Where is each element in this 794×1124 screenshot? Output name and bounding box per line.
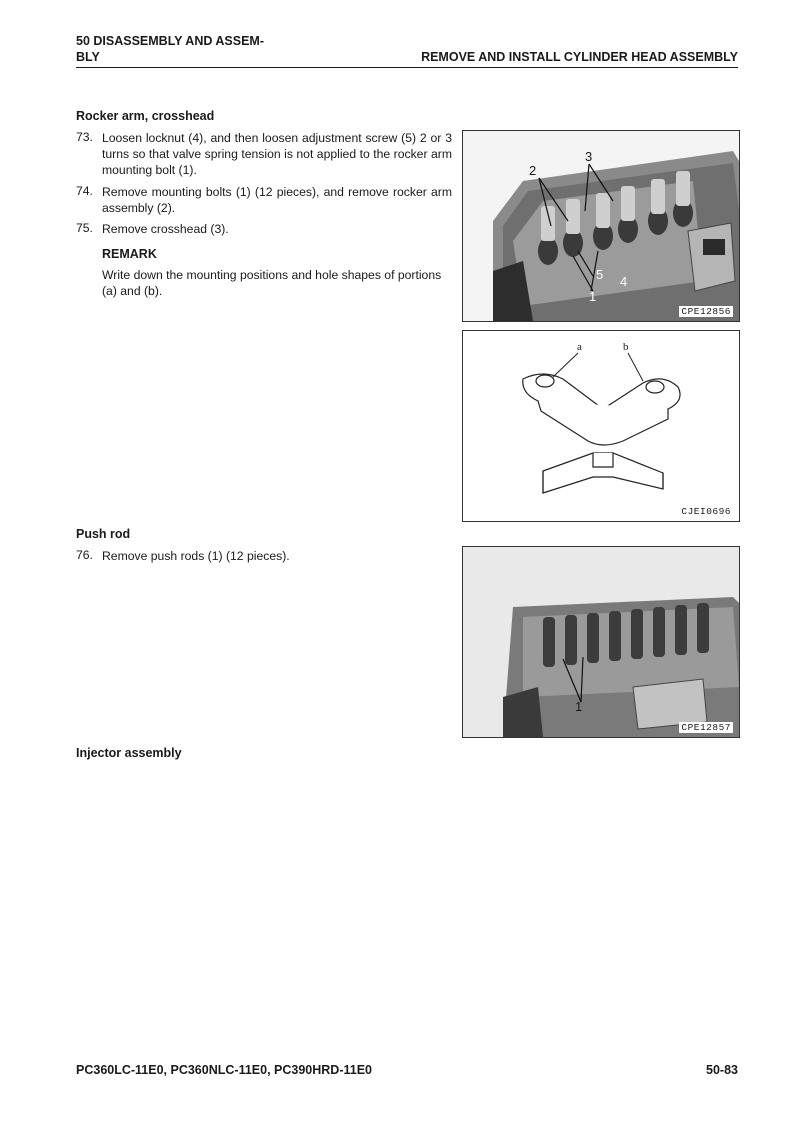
step-text: Remove crosshead (3). <box>102 222 229 236</box>
figure-rocker-photo <box>462 130 740 322</box>
step-76 <box>76 548 452 564</box>
step-number: 74. <box>76 184 93 198</box>
figure-code: CJEI0696 <box>681 506 731 517</box>
crosshead-illustration <box>463 331 739 521</box>
figure-code: CPE12857 <box>681 722 731 733</box>
chapter-title-line2: BLY <box>76 50 100 64</box>
page-number: 50-83 <box>706 1063 738 1077</box>
pushrod-photo-illustration <box>463 547 739 737</box>
step-74 <box>76 184 452 216</box>
figure-crosshead-drawing <box>462 330 740 522</box>
step-text: Remove push rods (1) (12 pieces). <box>102 549 290 563</box>
footer-models: PC360LC-11E0, PC360NLC-11E0, PC390HRD-11E0 <box>76 1063 372 1077</box>
figure-pushrod-photo <box>462 546 740 738</box>
step-text: Loosen locknut (4), and then loosen adjustment screw (5) 2 or 3 turns so that valve spring tension is not applied to the rocker arm mounting bolt (1). <box>102 131 452 177</box>
rocker-photo-illustration <box>463 131 739 321</box>
section-title-injector: Injector assembly <box>76 746 182 760</box>
step-number: 75. <box>76 221 93 235</box>
callout-b: b <box>623 341 629 353</box>
remark-text: Write down the mounting positions and hole shapes of portions (a) and (b). <box>102 268 442 298</box>
header-divider <box>76 67 738 68</box>
callout-4: 4 <box>620 274 628 289</box>
callout-3: 3 <box>585 149 593 164</box>
figure-code: CPE12856 <box>681 306 731 317</box>
callout-2: 2 <box>529 163 537 178</box>
step-text: Remove mounting bolts (1) (12 pieces), and remove rocker arm assembly (2). <box>102 185 452 215</box>
section-title-pushrod: Push rod <box>76 527 131 541</box>
remark-title: REMARK <box>102 247 157 261</box>
chapter-title-line1: 50 DISASSEMBLY AND ASSEM- <box>76 34 265 48</box>
callout-1: 1 <box>589 289 597 304</box>
section-title-rocker: Rocker arm, crosshead <box>76 109 215 123</box>
callout-a: a <box>577 341 582 353</box>
page-heading: REMOVE AND INSTALL CYLINDER HEAD ASSEMBLY <box>421 50 738 64</box>
callout-1: 1 <box>575 699 583 714</box>
step-number: 73. <box>76 130 93 144</box>
step-73 <box>76 130 452 178</box>
step-75 <box>76 221 452 237</box>
chapter-title <box>76 33 296 65</box>
step-number: 76. <box>76 548 93 562</box>
callout-5: 5 <box>596 267 604 282</box>
